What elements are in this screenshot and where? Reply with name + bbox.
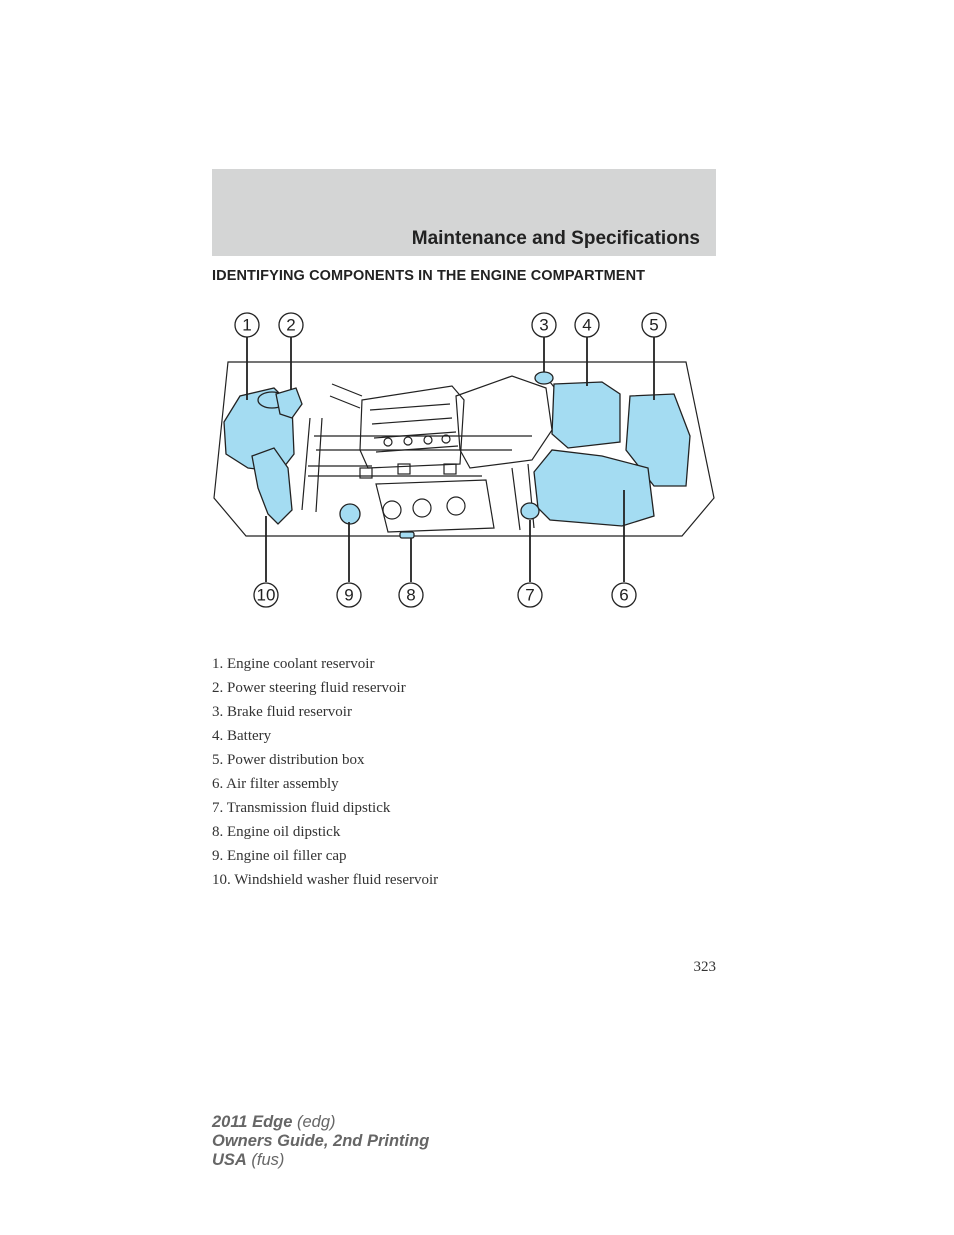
section-header-band	[212, 169, 716, 256]
oil-dipstick-shape	[400, 532, 414, 538]
callout-6: 6	[619, 585, 629, 605]
oil-filler-cap-shape	[340, 504, 360, 524]
brake-reservoir-shape	[535, 372, 553, 384]
document-footer	[212, 1113, 429, 1170]
legend-item: 9. Engine oil filler cap	[212, 848, 347, 864]
engine-cover	[456, 376, 552, 468]
callout-7: 7	[525, 585, 535, 605]
legend-item: 5. Power distribution box	[212, 752, 365, 768]
callout-2: 2	[286, 315, 296, 335]
callout-3: 3	[539, 315, 549, 335]
legend-item: 4. Battery	[212, 728, 272, 744]
page-number: 323	[693, 959, 716, 975]
intake-manifold	[360, 386, 464, 468]
legend-item: 8. Engine oil dipstick	[212, 824, 341, 840]
engine-block	[376, 480, 494, 532]
transmission-dipstick-shape	[521, 503, 539, 519]
legend-item: 2. Power steering fluid reservoir	[212, 680, 406, 696]
callout-10: 10	[256, 585, 276, 605]
footer-region-code: (fus)	[246, 1151, 285, 1169]
component-legend	[212, 654, 438, 894]
legend-item: 3. Brake fluid reservoir	[212, 704, 352, 720]
engine-compartment-diagram	[212, 300, 716, 618]
header-title: Maintenance and Specifications	[411, 228, 700, 249]
callout-8: 8	[406, 585, 416, 605]
footer-guide: Owners Guide, 2nd Printing	[212, 1132, 430, 1150]
callout-1: 1	[242, 315, 252, 335]
legend-item: 6. Air filter assembly	[212, 776, 339, 792]
legend-item: 7. Transmission fluid dipstick	[212, 800, 391, 816]
footer-model-code: (edg)	[292, 1113, 336, 1131]
footer-region: USA	[212, 1151, 247, 1169]
footer-model: 2011 Edge	[212, 1113, 293, 1131]
callout-4: 4	[582, 315, 592, 335]
callout-5: 5	[649, 315, 659, 335]
callout-9: 9	[344, 585, 354, 605]
battery-shape	[552, 382, 620, 448]
power-steering-reservoir-shape	[276, 388, 302, 418]
section-heading: IDENTIFYING COMPONENTS IN THE ENGINE COMPARTMENT	[212, 268, 646, 284]
legend-item: 10. Windshield washer fluid reservoir	[212, 872, 439, 888]
legend-item: 1. Engine coolant reservoir	[212, 656, 375, 672]
